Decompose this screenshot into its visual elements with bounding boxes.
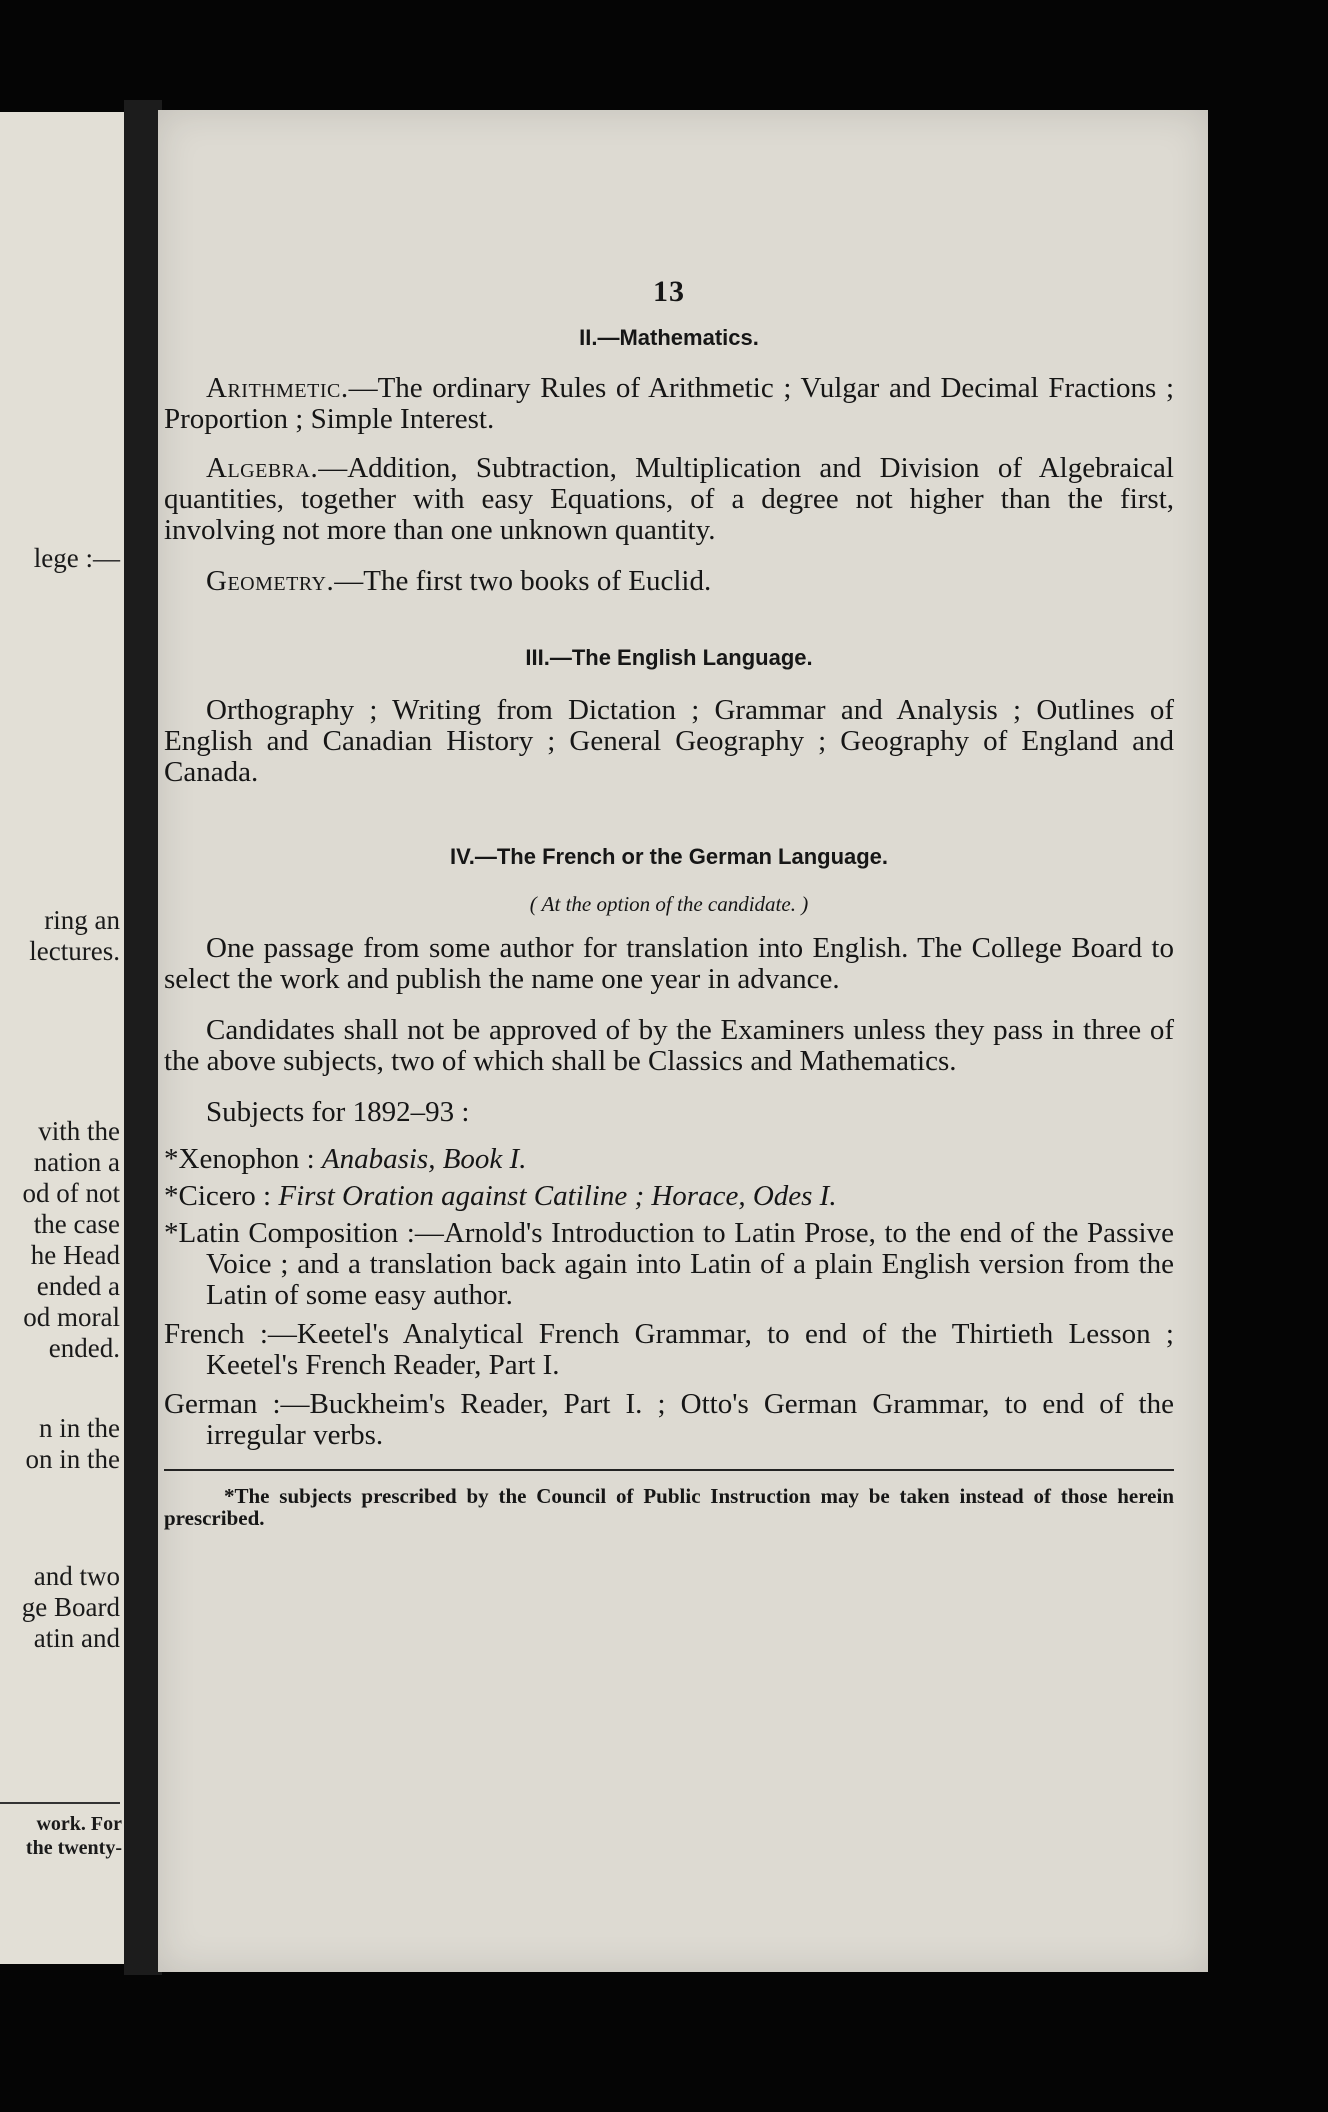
subject-xenophon [164,1144,1174,1175]
prev-line: the case [33,1209,120,1239]
subject-german: German :—Buckheim's Reader, Part I. ; Otto's German Grammar, to end of the irregular verbs. [164,1388,1174,1451]
xenophon-label: *Xenophon : [164,1143,322,1175]
xenophon-work: Anabasis, Book I. [321,1143,527,1175]
arithmetic-label: Arithmetic. [206,372,349,404]
book-gutter [124,100,162,1975]
prev-footnote-line: work. For [36,1813,122,1835]
page-content [164,275,1174,1529]
prev-line: atin and [33,1623,120,1653]
arithmetic-paragraph [164,373,1174,435]
approval-paragraph: Candidates shall not be approved of by the Examiners unless they pass in three of the above subjects, two of which shall be Classics and Mathematics. [164,1014,1174,1077]
section-heading-french-german: IV.—The French or the German Language. [449,844,889,869]
prev-line: n in the [39,1413,120,1443]
previous-page-fragment [0,112,126,1964]
prev-footnote-rule [0,1802,120,1804]
subject-cicero [164,1181,1174,1212]
prev-line: and two [33,1561,120,1591]
english-paragraph: Orthography ; Writing from Dictation ; Grammar and Analysis ; Outlines of English and Canadian History ; General Geography ; Geography of England and Canada. [164,694,1174,788]
prev-line: ended a [36,1271,120,1301]
prev-line: od of not [22,1178,120,1208]
algebra-label: Algebra. [206,452,319,484]
prev-line: lege :— [33,543,120,573]
subjects-heading: Subjects for 1892–93 : [206,1096,470,1128]
geometry-paragraph [164,566,1174,597]
cicero-work: First Oration against Catiline ; Horace, Odes I. [278,1180,837,1212]
prev-line: vith the [38,1116,120,1146]
french-german-paragraph: One passage from some author for translation into English. The College Board to select the work and publish the name one year in advance. [164,932,1174,995]
geometry-label: Geometry. [206,565,335,597]
footnote: *The subjects prescribed by the Council of Public Instruction may be taken instead of those herein prescribed. [164,1484,1174,1530]
subject-latin-composition: *Latin Composition :—Arnold's Introduction to Latin Prose, to the end of the Passive Voice ; and a translation back again into Latin of a plain English version from the Latin of some easy author. [164,1217,1174,1311]
cicero-label: *Cicero : [164,1180,279,1212]
algebra-paragraph [164,453,1174,546]
page-number: 13 [653,275,685,308]
geometry-text: —The first two books of Euclid. [334,565,712,597]
prev-line: ge Board [21,1592,120,1622]
arithmetic-text: —The ordinary Rules of Arithmetic ; Vulgar and Decimal Fractions ; Proportion ; Simple Interest. [164,372,1174,435]
prev-line: ring an [44,905,120,935]
prev-line: nation a [33,1147,120,1177]
section-heading-english: III.—The English Language. [525,645,813,670]
subject-french: French :—Keetel's Analytical French Grammar, to end of the Thirtieth Lesson ; Keetel's French Reader, Part I. [164,1318,1174,1381]
prev-line: od moral [23,1302,120,1332]
prev-footnote-line: the twenty- [25,1837,122,1859]
footnote-rule [164,1469,1174,1471]
prev-line: on in the [25,1444,120,1474]
option-note: ( At the option of the candidate. ) [529,892,809,916]
prev-line: lectures. [29,936,120,966]
algebra-text: —Addition, Subtraction, Multiplication and Division of Algebraical quantities, together with easy Equations, of a degree not higher than the first, involving not more than one unknown quantity. [164,452,1174,546]
section-heading-mathematics: II.—Mathematics. [579,325,759,350]
prev-line: he Head [30,1240,120,1270]
prev-line: ended. [48,1333,120,1363]
document-page [158,110,1208,1972]
